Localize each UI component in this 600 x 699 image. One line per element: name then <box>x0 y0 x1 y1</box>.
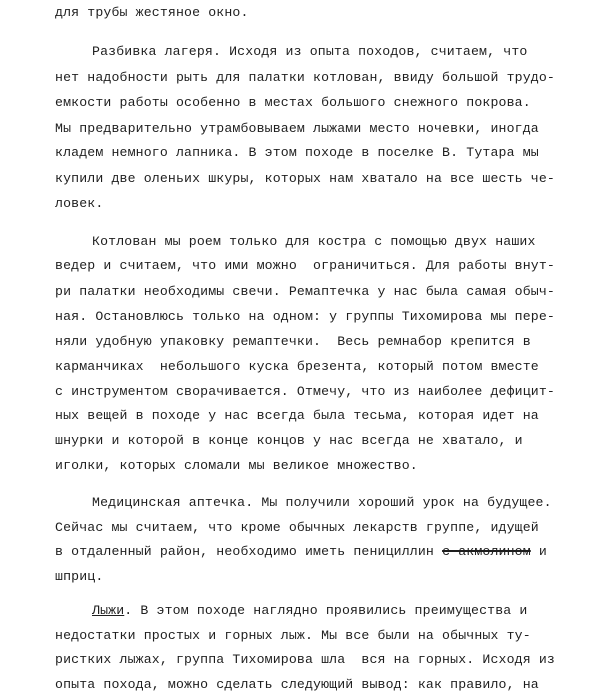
text-fragment: в отдаленный район, необходимо иметь пенициллин <box>55 544 443 559</box>
text-line: с инструментом сворачивается. Отмечу, что из наиболее дефицит- <box>55 384 555 399</box>
text-line: Разбивка лагеря. Исходя из опыта походов, считаем, что <box>92 44 528 59</box>
text-line: иголки, которых сломали мы великое множество. <box>55 458 418 473</box>
text-line: нет надобности рыть для палатки котлован, ввиду большой трудо- <box>55 70 555 85</box>
text-line: ловек. <box>55 196 104 211</box>
text-line: ная. Остановлюсь только на одном: у группы Тихомирова мы пере- <box>55 309 555 324</box>
text-line: Мы предварительно утрамбовываем лыжами место ночевки, иногда <box>55 121 539 136</box>
text-line: Медицинская аптечка. Мы получили хороший урок на будущее. <box>92 495 552 510</box>
text-fragment: . В этом походе наглядно проявились преимущества и <box>124 603 528 618</box>
text-line: ри палатки необходимы свечи. Ремаптечка у нас была самая обыч- <box>55 284 555 299</box>
text-line: ных вещей в походе у нас всегда была тесьма, которая идет на <box>55 408 539 423</box>
struck-out-text: с акмолином <box>442 544 531 559</box>
text-line-with-underlined-heading <box>92 603 527 619</box>
text-line: няли удобную упаковку ремаптечки. Весь ремнабор крепится в <box>55 334 531 349</box>
text-line: ристких лыжах, группа Тихомирова шла вся на горных. Исходя из <box>55 652 555 667</box>
text-line: шнурки и которой в конце концов у нас всегда не хватало, и <box>55 433 523 448</box>
text-line: Сейчас мы считаем, что кроме обычных лекарств группе, идущей <box>55 520 539 535</box>
underlined-heading: Лыжи <box>92 603 125 618</box>
text-line: ведер и считаем, что ими можно ограничиться. Для работы внут- <box>55 258 555 273</box>
text-line: карманчиках небольшого куска брезента, который потом вместе <box>55 359 539 374</box>
text-line: шприц. <box>55 569 104 584</box>
text-line: недостатки простых и горных лыж. Мы все были на обычных ту- <box>55 628 531 643</box>
text-line: емкости работы особенно в местах большого снежного покрова. <box>55 95 531 110</box>
text-line: для трубы жестяное окно. <box>55 5 249 20</box>
text-line: Котлован мы роем только для костра с помощью двух наших <box>92 234 536 249</box>
text-line-with-strikethrough <box>55 544 547 560</box>
text-line: опыта похода, можно сделать следующий вывод: как правило, на <box>55 677 539 692</box>
text-line: купили две оленьих шкуры, которых нам хватало на все шесть че- <box>55 171 555 186</box>
text-fragment: и <box>530 544 547 559</box>
text-line: кладем немного лапника. В этом походе в поселке В. Тутара мы <box>55 145 539 160</box>
